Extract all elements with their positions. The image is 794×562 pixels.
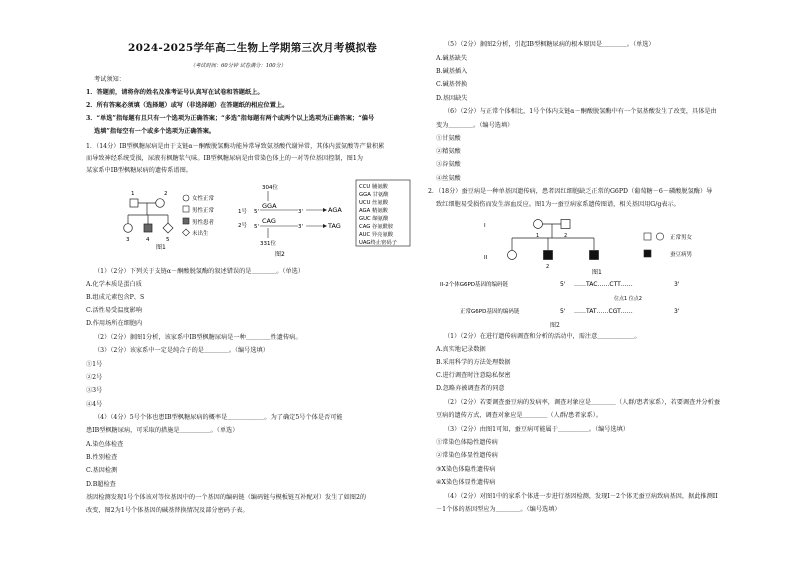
seq-codon: CAG: [262, 217, 276, 225]
legend-label: 蚕豆病男: [670, 252, 693, 258]
q1-sub3-option: ③3号: [86, 387, 103, 394]
q1-sub1-option: B.组成元素包含P、S: [86, 294, 145, 301]
site-labels: 位点1 位点2: [614, 296, 642, 302]
codon-row: AGA 精氨酸: [359, 208, 388, 214]
q1-sub1-option: D.作用场所在细胞内: [86, 320, 143, 327]
seq-mutant-codon: AGA: [328, 206, 342, 214]
notice-heading: 考试须知：: [94, 76, 125, 83]
q2-stem-line: 致红细胞易受损伤而发生溶血反应。图1为一蚕豆病家系遗传图谱，相关基因用G/g表示。: [436, 201, 680, 208]
q1-sub6-option: ③谷氨酸: [436, 161, 461, 168]
q2-sub2-line: 豆病的遗传方式，调查对象应是＿＿＿＿（人群/患者家系）。: [436, 412, 603, 419]
pedigree-id: 2: [164, 191, 168, 197]
q2-sub2-line: （2）（2分）若要调查蚕豆病的发病率，调查对象应是＿＿＿＿（人群/患者家系），若要调查并分析蚕: [444, 399, 721, 406]
q1-sub1-option: C.活性易受温度影响: [86, 307, 142, 314]
seq-3prime: 3': [674, 281, 680, 288]
seq-tag: 2号: [238, 223, 247, 229]
right-column: [428, 0, 794, 562]
q2-sequences: [440, 280, 680, 315]
seq-body: ……TAC……CTT……: [574, 281, 633, 288]
q1-sub6-option: ②精氨酸: [436, 148, 461, 155]
seq-body: ……TAT……CGT……: [574, 308, 633, 315]
pedigree-fig1: [124, 191, 173, 243]
codon-row: UCU 丝氨酸: [359, 200, 389, 206]
codon-row: CCU 脯氨酸: [359, 184, 388, 190]
q1-sub5-option: C.碱基替换: [436, 81, 468, 88]
fig1-legend: [156, 194, 215, 251]
q1-figures: [120, 178, 412, 260]
q1-sub1: （1）（2分）下列关于支链α－酮酸脱氢酶的叙述错误的是＿＿＿＿。（单选）: [94, 268, 305, 275]
seq-label: 正常G6PD基因的编码链: [460, 309, 520, 315]
generation-label: II: [484, 255, 488, 261]
seq-5prime: 5': [254, 209, 260, 215]
q1-sub5-option: B.碱基插入: [436, 68, 468, 75]
q2-sub3-option: ①常染色体隐性遗传病: [436, 439, 498, 446]
pedigree-id: 1: [536, 233, 540, 239]
seq-tag: 1号: [238, 209, 247, 215]
q1-stem-line: 1．（14分）IB型枫糖尿病是由于支链α－酮酸脱氢酶功能异常导致氨基酸代谢异常，其体内蛋氨酸等产量积累: [86, 143, 385, 150]
q2-sub3-option: ③X染色体隐性遗传病: [436, 466, 496, 473]
seq-5prime: 5': [560, 281, 566, 288]
pedigree-id: 1: [131, 191, 135, 197]
codon-row: GGA 甘氨酸: [359, 192, 389, 198]
q1-sub2: （2）（2分）据图1分析，该家系中IB型枫糖尿病是一种＿＿＿＿性遗传病。: [94, 334, 302, 341]
q1-sub4-option: B.性别检查: [86, 454, 118, 461]
seq-position: 331位: [260, 241, 276, 247]
notice-item: 2．所有答案必须填（选择题）或写（非选择题）在答题纸的相应位置上。: [86, 102, 289, 109]
q2-sub1-option: A.真实地记录数据: [436, 346, 486, 353]
fig2-caption: 图2: [275, 251, 285, 258]
q1-sub6-line: （6）（2分）与正常个体相比，1号个体内支链α－酮酸脱氢酶中有一个氨基酸发生了改变，具体是由: [444, 108, 717, 115]
q1-stem-line: 某家系中IB型枫糖尿病的遗传系谱图。: [86, 167, 192, 174]
q2-sub4-line: －1个体的基因型应为＿＿＿＿。（编号选填）: [436, 506, 561, 513]
codon-row: CAG 谷氨酰胺: [359, 224, 394, 230]
codon-row: AUC 异亮氨酸: [359, 232, 394, 238]
codon-row: UAG终止密码子: [359, 240, 397, 246]
q2-sub3: （3）（2分）由图1可知，蚕豆病可能属于＿＿＿＿＿。（编号选填）: [444, 426, 630, 433]
codon-row: GUC 缬氨酸: [359, 216, 389, 222]
fig1-caption: 图1: [592, 269, 602, 276]
q1-sub4-option: A.染色体检查: [86, 441, 124, 448]
q1-sub3-option: ①1号: [86, 361, 103, 368]
seq-label: II-2个体G6PD基因的编码链: [440, 282, 509, 288]
pedigree-id: 3: [126, 237, 130, 243]
q1-tail-line: 改变，图2为1号个体基因的碱基替换情况及部分密码子表。: [86, 507, 249, 514]
legend-label: 男性正常: [192, 208, 215, 214]
seq-5prime: 5': [254, 224, 260, 230]
q1-stem-line: 而导致神经系统受损，尿液有枫糖浆气味。IB型枫糖尿病是由常染色体上的一对等位基因控制，图1为: [86, 155, 363, 162]
seq-3prime: 3': [298, 209, 304, 215]
q1-sub1-option: A.化学本质是蛋白质: [86, 281, 142, 288]
pedigree-id: 2: [546, 264, 550, 270]
codon-table: [356, 180, 410, 246]
notice-item: 选填”指每空有一个或多个选项为正确答案。: [94, 128, 216, 135]
q1-sub5: （5）（2分）据图2分析，引起IB型枫糖尿病的根本原因是＿＿＿＿。（单选）: [444, 41, 655, 48]
pedigree-id: 2: [564, 233, 568, 239]
seq-5prime: 5': [560, 308, 566, 315]
notice-item: 3．“单选”指每题有且只有一个选项为正确答案；“多选”指每题有两个或两个以上选项为正确答案；“偏号: [86, 115, 375, 122]
page-title: 2024-2025学年高二生物上学期第三次月考模拟卷: [128, 42, 378, 54]
q2-figures: [440, 210, 774, 322]
q1-sub6-option: ④丝氨酸: [436, 175, 461, 182]
fig2-caption: 图2: [550, 322, 560, 329]
seq-codon: GGA: [262, 202, 277, 210]
page-subtitle: （考试时间：60分钟 试卷满分：100分）: [190, 63, 286, 69]
q1-sub3: （3）（2分）该家系中一定是纯合子的是＿＿＿＿。（编号选填）: [94, 347, 269, 354]
seq-3prime: 3': [298, 224, 304, 230]
q1-sub5-option: A.碱基缺失: [436, 55, 468, 62]
fig2-sequences: [238, 183, 342, 258]
q1-sub4-line: 患IB型枫糖尿病，可采取的措施是＿＿＿＿＿。（单选）: [86, 427, 239, 434]
generation-label: I: [484, 223, 486, 229]
fig1-caption: 图1: [156, 244, 166, 251]
q2-sub1-option: D.忽略弃被调查者的同意: [436, 385, 505, 392]
q2-stem-line: 2．（18分）蚕豆病是一种单基因遗传病，患者因红细胞缺乏正常的G6PD（葡萄糖－6－磷酸脱氢酶）导: [428, 188, 713, 195]
q1-sub3-option: ②2号: [86, 374, 103, 381]
q1-sub6-option: ①甘氨酸: [436, 135, 461, 142]
q2-sub4-line: （4）（2分）对图1中的家系个体进一步进行基因检测，发现I－2个体无蚕豆病致病基因，据此推测II: [444, 493, 718, 500]
notice-item: 1．答题前，请将你的姓名及准考证号认真写在试卷和答题纸上。: [86, 89, 264, 96]
q2-sub3-option: ②常染色体显性遗传病: [436, 452, 498, 459]
seq-position: 304位: [262, 185, 278, 191]
legend-label: 女性正常: [192, 196, 215, 202]
q1-sub4-option: C.基因检测: [86, 467, 118, 474]
legend-label: 男性患者: [192, 220, 215, 226]
q1-sub5-option: D.基因缺失: [436, 95, 468, 102]
q1-sub6-line: 变为＿＿＿＿。（编号选填）: [436, 122, 514, 129]
seq-3prime: 3': [674, 308, 680, 315]
q1-sub4-option: D.B超检查: [86, 481, 116, 488]
pedigree-q2: [484, 220, 693, 277]
legend-label: 未出生: [192, 231, 209, 237]
q1-sub3-option: ④4号: [86, 401, 103, 408]
q1-tail-line: 基因检测发现1号个体该对等位基因中的一个基因的编码链（编码链与模板链互补配对）发生了如图2的: [86, 494, 367, 501]
seq-mutant-codon: TAG: [328, 222, 341, 230]
q2-sub1-option: B.采用科学的方法处理数据: [436, 359, 511, 366]
q2-sub1: （1）（2分）在进行遗传病调查和分析的活动中，需注意＿＿＿＿＿＿。: [444, 333, 641, 340]
legend-label: 正常男女: [670, 235, 693, 241]
q2-sub3-option: ④X染色体显性遗传病: [436, 479, 496, 486]
left-column: [80, 0, 412, 562]
q2-sub1-option: C.进行调查时注意隐私保密: [436, 372, 511, 379]
pedigree-id: 4: [146, 237, 150, 243]
pedigree-id: 5: [166, 237, 170, 243]
q1-sub4-line: （4）（4分）5号个体也患IB型枫糖尿病的概率是＿＿＿＿＿＿。为了确定5号个体是否可能: [94, 414, 343, 421]
